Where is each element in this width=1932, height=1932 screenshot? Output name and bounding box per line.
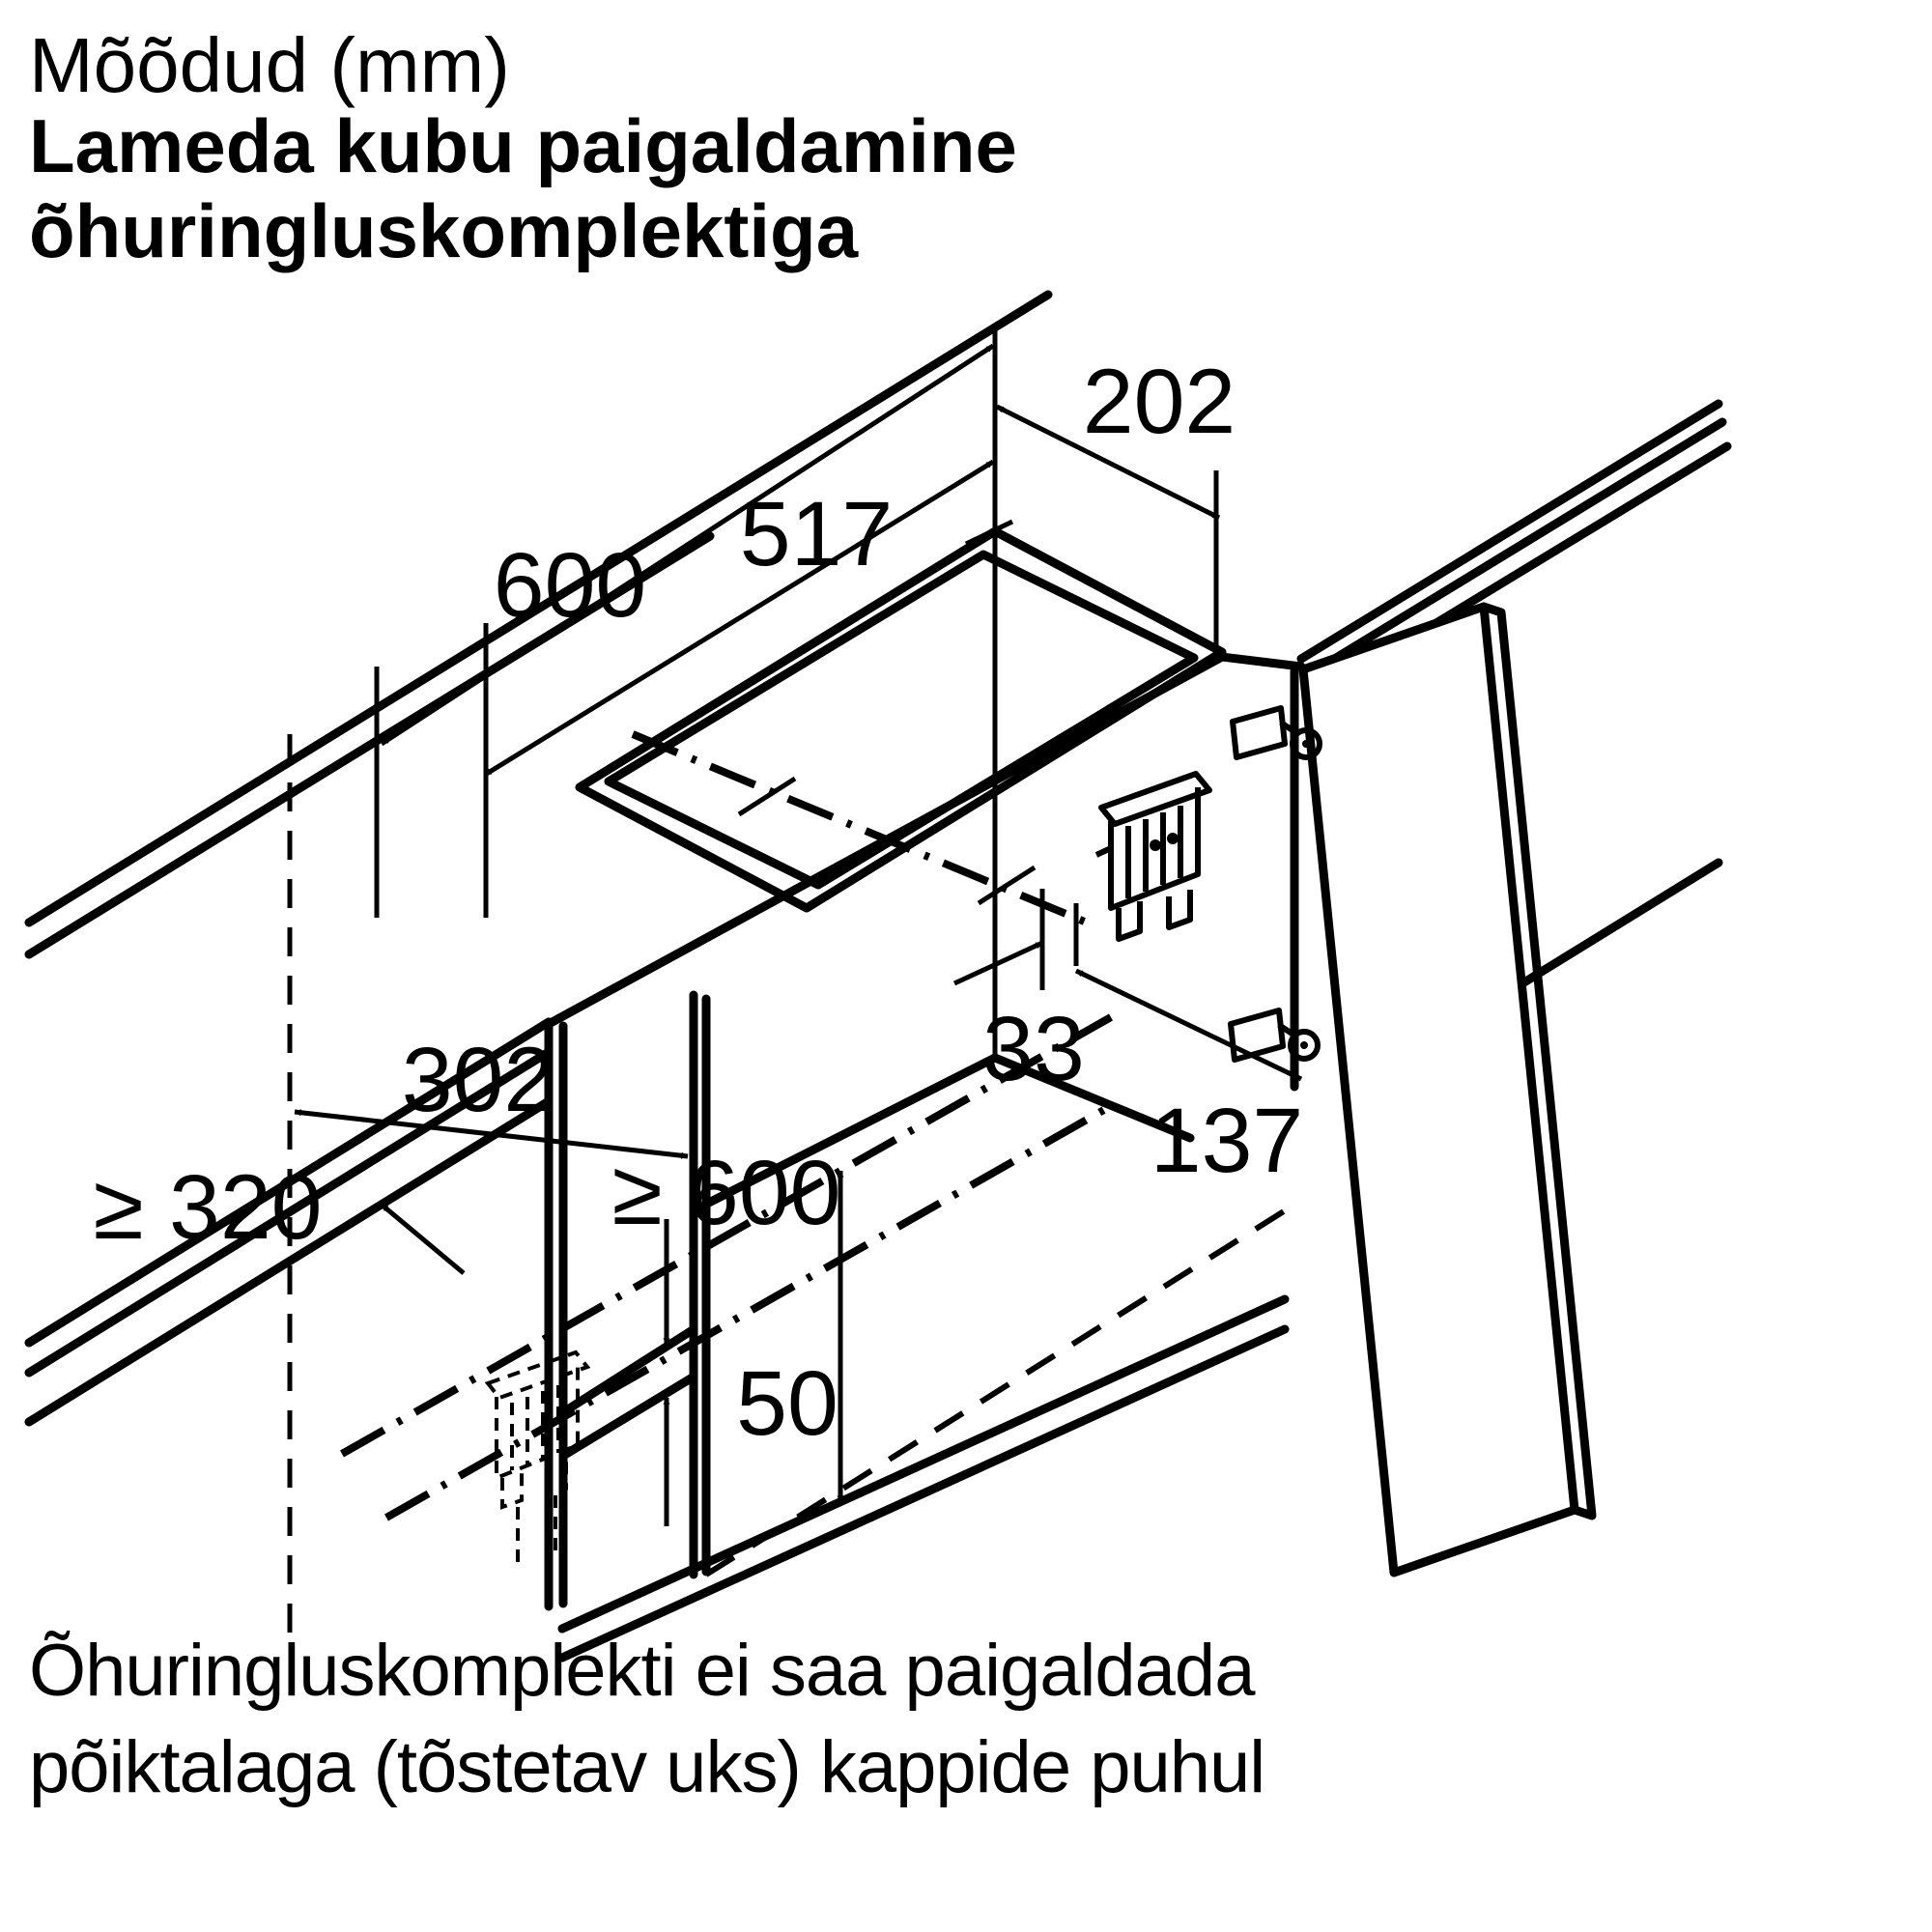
worktop-lower-edge [562,1329,1285,1658]
bracket-top-flange [1101,774,1209,824]
dim-label-600-top: 600 [493,534,647,637]
dim-label-517: 517 [739,483,894,585]
dim-label-50: 50 [736,1352,838,1455]
dimension-137 [1076,971,1303,1192]
bracket-foot-2 [1169,890,1190,927]
hood-lip-top-edge [563,1331,691,1412]
dim-label-320: ≥ 320 [93,1156,323,1259]
dim-label-137: 137 [1150,1090,1304,1192]
hinge-plate-top [1233,708,1285,757]
dim-label-33: 33 [982,998,1085,1100]
footer-note [29,1630,1264,1808]
ghost-foot-1 [502,1471,522,1507]
diagram-subtitle-line1: Lameda kubu paigaldamine [29,103,1017,188]
bracket-screw-2 [1167,833,1179,844]
dim-label-202: 202 [1082,351,1236,453]
note-line-2: põiktalaga (tõstetav uks) kappide puhul [29,1726,1265,1808]
hinge-screw-top-center [1302,740,1310,748]
note-line-1: Õhuringluskomplekti ei saa paigaldada [29,1630,1255,1712]
bracket-foot-1 [1119,901,1140,939]
hinge-plate-bottom [1231,1010,1283,1060]
hinge-screw-bottom-center [1300,1041,1308,1049]
page-title: Mõõdud (mm) [29,22,510,108]
recirculation-bracket-right [1096,774,1209,939]
dim-label-302: 302 [401,1029,555,1131]
hinge-hardware [1231,708,1320,1060]
dimension-202 [997,351,1236,655]
dimline-33 [954,943,1042,983]
door-panel [1303,607,1575,1573]
dimension-320 [93,1156,464,1273]
dimline-600 [382,346,993,744]
dim-label-600-bottom: ≥ 600 [611,1142,841,1244]
diagram-subtitle-line2: õhuringluskomplektiga [29,188,859,273]
open-door [1303,607,1592,1573]
right-band-line-1 [1301,404,1719,659]
bracket-screw-1 [1150,839,1161,851]
dimline-320 [382,1205,464,1273]
top-panel-front-edge [549,657,1301,1024]
header-block [29,22,1017,273]
dimline-137 [1076,971,1301,1079]
right-band-line-2 [1306,422,1722,676]
hood-lip-bottom-edge [563,1378,691,1456]
recirculation-bracket-left-hidden [488,1352,587,1565]
